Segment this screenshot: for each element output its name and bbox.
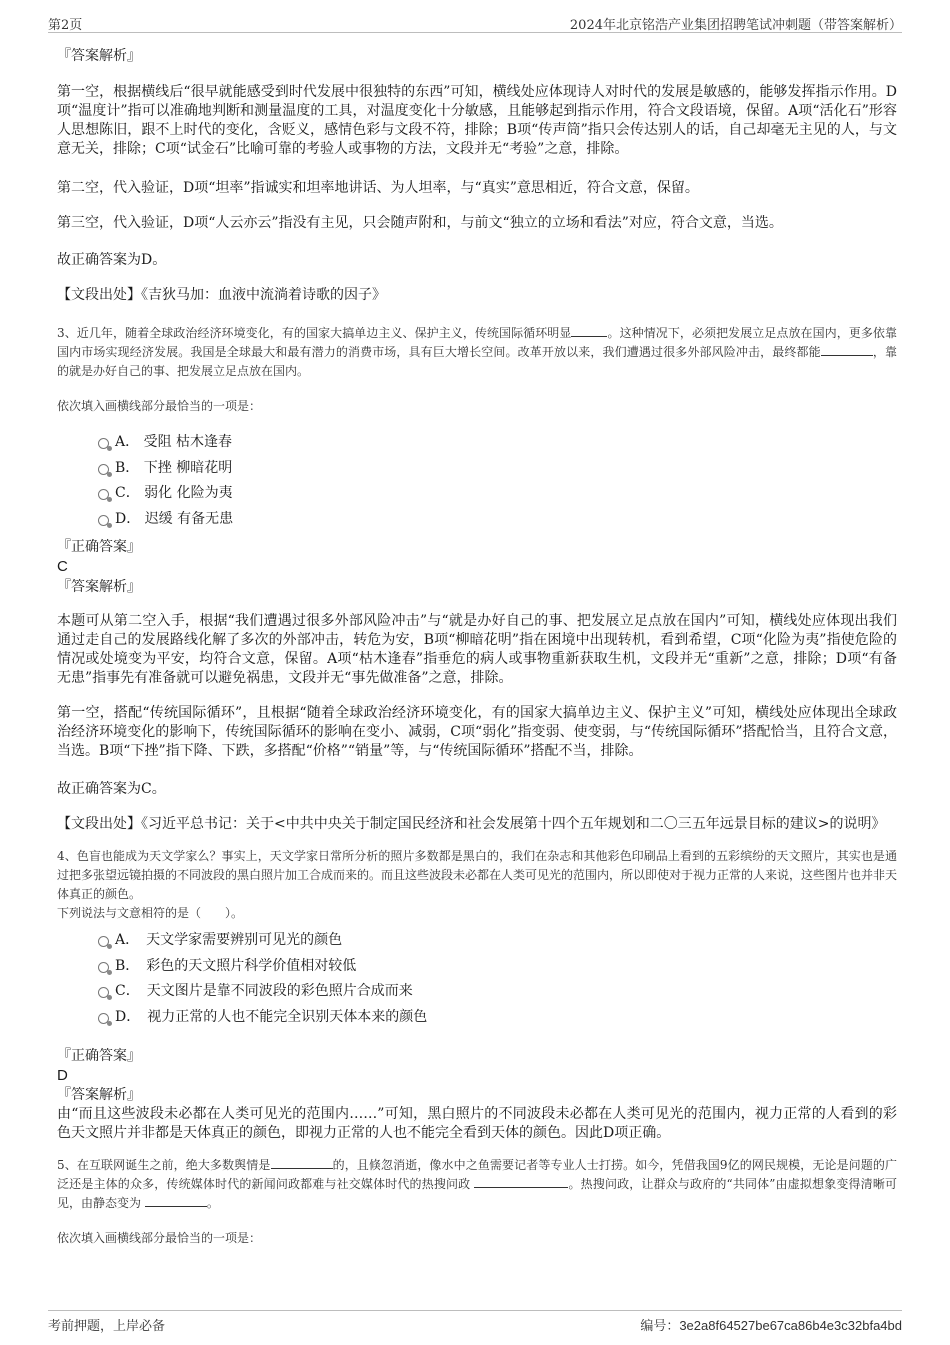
q4-option-a[interactable]: A． 天文学家需要辨别可见光的颜色: [57, 928, 897, 954]
q3-source: 【文段出处】《习近平总书记：关于<中共中央关于制定国民经济和社会发展第十四个五年规划和二〇三五年远景目标的建议>的说明》: [57, 816, 886, 832]
q4-options: [57, 928, 897, 1030]
q2-analysis-paragraph-2: 第二空，代入验证，D项“坦率”指诚实和坦率地讲话、为人坦率，与“真实”意思相近，符合文意，保留。: [57, 180, 699, 196]
q4-correct-answer: D: [57, 1067, 68, 1084]
q2-analysis-paragraph-3: 第三空，代入验证，D项“人云亦云”指没有主见，只会随声附和，与前文“独立的立场和看法”对应，符合文意，当选。: [57, 215, 783, 231]
q3-option-b[interactable]: B． 下挫 柳暗花明: [57, 456, 897, 482]
q5-prompt: 依次填入画横线部分最恰当的一项是：: [57, 1231, 262, 1245]
q3-analysis-paragraph-2: 第一空，搭配“传统国际循环”，且根据“随着全球政治经济环境变化，有的国家大搞单边主义、保护主义”可知，横线处应体现出全球政治经济环境变化的影响下，传统国际循环的影响在变小、减弱，C项“弱化”指变弱、使变弱，与“传统国际循环”搭配恰当，且符合文意，当选。B项“下挫”指下降、下跌，多搭配“价格”“销量”等，与“传统国际循环”搭配不当，排除。: [57, 705, 897, 759]
q3-option-c[interactable]: C． 弱化 化险为夷: [57, 481, 897, 507]
radio-icon[interactable]: [98, 515, 109, 526]
radio-icon[interactable]: [98, 936, 109, 947]
radio-icon[interactable]: [98, 962, 109, 973]
q5-stem-part-2: 的，且倏忽消逝，像水中之鱼需要记者等专业人士打捞。如今，凭借我国9亿的网民规模，无论是问题的广泛还是主体的众多，传统媒体时代的新闻问政都难与社交媒体时代的热搜问政: [57, 1158, 897, 1191]
q3-blank-2: [821, 343, 873, 356]
q4-option-b[interactable]: B． 彩色的天文照片科学价值相对较低: [57, 954, 897, 980]
q2-analysis-paragraph-1: 第一空，根据横线后“很早就能感受到时代发展中很独特的东西”可知，横线处应体现诗人对时代的发展是敏感的，能够发挥指示作用。D项“温度计”指可以准确地判断和测量温度的工具，对温度变化十分敏感，且能够起到指示作用，符合文段语境，保留。A项“活化石”形容人思想陈旧，跟不上时代的变化，含贬义，感情色彩与文段不符，排除；B项“传声筒”指只会传达别人的话，自己却毫无主见的人，与文意无关，排除；C项“试金石”比喻可靠的考验人或事物的方法，文段并无“考验”之意，排除。: [57, 84, 897, 157]
q3-option-d[interactable]: D． 迟缓 有备无患: [57, 507, 897, 533]
q4-analysis-label: 『答案解析』: [57, 1087, 141, 1103]
footer-code-value: 3e2a8f64527be67ca86b4e3c32bfa4bd: [679, 1318, 902, 1333]
q3-analysis-paragraph-1: 本题可从第二空入手，根据“我们遭遇过很多外部风险冲击”与“就是办好自己的事、把发展立足点放在国内”可知，横线处应体现出我们通过走自己的发展路线化解了多次的外部冲击，转危为安，B项“柳暗花明”指在困境中出现转机，看到希望，C项“化险为夷”指使危险的情况或处境变为平安，均符合文意，保留。A项“枯木逢春”指垂危的病人或事物重新获取生机，文段并无“重新”之意，排除；D项“有备无患”指事先有准备就可以避免祸患，文段并无“事先做准备”之意，排除。: [57, 613, 897, 686]
q3-correct-label: 『正确答案』: [57, 539, 141, 555]
document-title: 2024年北京铭浩产业集团招聘笔试冲刺题（带答案解析）: [569, 18, 902, 33]
q4-analysis: 由“而且这些波段未必都在人类可见光的范围内……”可知，黑白照片的不同波段未必都在人类可见光的范围内，视力正常的人看到的彩色天文照片并非都是天体真正的颜色，即视力正常的人也不能完全看到天体的颜色。因此D项正确。: [57, 1106, 897, 1141]
radio-icon[interactable]: [98, 1013, 109, 1024]
page-content: [57, 42, 897, 1248]
q3-stem: [57, 324, 897, 381]
q2-conclusion: 故正确答案为D。: [57, 252, 167, 268]
q5-stem-part-3: 。热搜问政，让群众与政府的“共同体”由虚拟想象变得清晰可见，由静态变为: [57, 1177, 897, 1210]
q3-stem-part-3: ，靠的就是办好自己的事、把发展立足点放在国内。: [57, 345, 897, 378]
footer-slogan: 考前押题，上岸必备: [48, 1319, 166, 1334]
radio-icon[interactable]: [98, 438, 109, 449]
radio-icon[interactable]: [98, 464, 109, 475]
radio-icon[interactable]: [98, 489, 109, 500]
q4-option-c[interactable]: C． 天文图片是靠不同波段的彩色照片合成而来: [57, 979, 897, 1005]
q5-stem: [57, 1156, 897, 1213]
footer-code-label: 编号：: [640, 1319, 680, 1334]
q2-source: 【文段出处】《吉狄马加：血液中流淌着诗歌的因子》: [57, 287, 386, 303]
page-number: 第2页: [48, 18, 83, 33]
page-footer: [48, 1310, 902, 1334]
q3-conclusion: 故正确答案为C。: [57, 781, 166, 797]
q2-analysis-label: 『答案解析』: [57, 48, 141, 64]
q5-blank-1: [271, 1156, 333, 1169]
q3-options: [57, 430, 897, 532]
q3-prompt: 依次填入画横线部分最恰当的一项是：: [57, 399, 262, 413]
footer-code: [640, 1315, 902, 1334]
q5-stem-part-4: 。: [206, 1196, 219, 1210]
q4-stem: 4、色盲也能成为天文学家么？事实上，天文学家日常所分析的照片多数都是黑白的，我们在杂志和其他彩色印刷品上看到的五彩缤纷的天文照片，其实也是通过把多张望远镜拍摄的不同波段的黑白照片加工合成而来的。而且这些波段未必都在人类可见光的范围内，所以即使对于视力正常的人来说，这些图片也并非天体真正的颜色。: [57, 849, 898, 901]
q4-correct-label: 『正确答案』: [57, 1048, 141, 1064]
q4-prompt: 下列说法与文意相符的是（ ）。: [57, 906, 244, 920]
q4-option-d[interactable]: D． 视力正常的人也不能完全识别天体本来的颜色: [57, 1005, 897, 1031]
q5-blank-3: [145, 1194, 207, 1207]
q3-stem-part-1: 3、近几年，随着全球政治经济环境变化，有的国家大搞单边主义、保护主义，传统国际循环明显: [57, 326, 572, 340]
radio-icon[interactable]: [98, 987, 109, 998]
page-header: [48, 10, 902, 33]
q3-analysis-label: 『答案解析』: [57, 579, 141, 595]
q5-stem-part-1: 5、在互联网诞生之前，绝大多数舆情是: [57, 1158, 271, 1172]
q3-stem-part-2: 。这种情况下，必须把发展立足点放在国内，更多依靠国内市场实现经济发展。我国是全球最大和最有潜力的消费市场，具有巨大增长空间。改革开放以来，我们遭遇过很多外部风险冲击，最终都能: [57, 326, 897, 359]
q5-blank-2: [474, 1175, 568, 1188]
q3-option-a[interactable]: A． 受阻 枯木逢春: [57, 430, 897, 456]
q3-correct-answer: C: [57, 558, 68, 575]
q3-blank-1: [571, 324, 607, 337]
